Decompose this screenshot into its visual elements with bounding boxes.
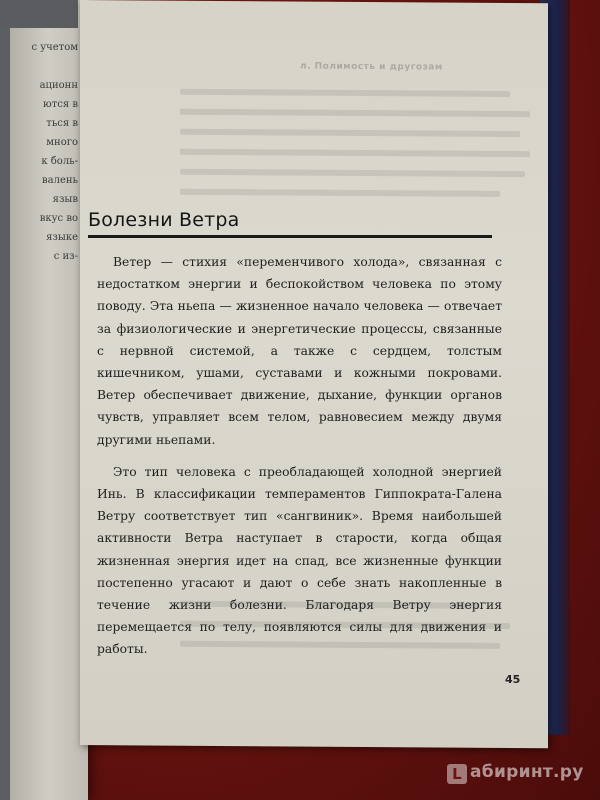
bleed-through-line bbox=[180, 189, 500, 197]
previous-page-line: к боль- bbox=[41, 156, 78, 167]
previous-page-line: языв bbox=[52, 194, 78, 205]
previous-page-line: языке bbox=[46, 232, 78, 243]
paragraph: Это тип человека с преобладающей холодной энергией Инь. В классификации темпераментов Гиппократа-Галена Ветру соответствует тип «сангвиник». Время наибольшей активности Ветра наступает в старости, когда общая жизненная энергия идет на спад, все жизненные функции постепенно угасают и дают о себе знать накопленные в течение жизни болезни. Благодаря Ветру энергия перемещается по телу, появляются силы для движения и работы. bbox=[97, 464, 502, 657]
bleed-through-line bbox=[180, 149, 530, 157]
previous-page-line: вкус во bbox=[39, 213, 78, 224]
previous-page-text bbox=[8, 38, 78, 266]
bleed-through-line bbox=[180, 89, 510, 97]
previous-page-line: ационн bbox=[39, 80, 78, 91]
paragraph: Ветер — стихия «переменчивого холода», связанная с недостатком энергии и беспокойством человека по этому поводу. Эта ньепа — жизненное начало человека — отвечает за физиологические и энергетические процессы, связанные с нервной системой, а также с сердцем, толстым кишечником, ушами, суставами и кожными покровами. Ветер обеспечивает движение, дыхание, функции органов чувств, управляет всем телом, равновесием между двумя другими ньепами. bbox=[97, 255, 502, 447]
previous-page bbox=[0, 0, 88, 800]
previous-page-line: много bbox=[46, 137, 78, 148]
bleed-through-line bbox=[180, 169, 525, 177]
previous-page-line: валень bbox=[42, 175, 78, 186]
bleed-through-header: л. Полимость и другозам bbox=[300, 61, 443, 73]
previous-page-header-bar bbox=[0, 0, 78, 28]
previous-page-line: ются в bbox=[43, 99, 78, 110]
section-heading: Болезни Ветра bbox=[88, 209, 492, 238]
labirint-watermark bbox=[447, 762, 584, 784]
previous-page-line bbox=[8, 57, 78, 76]
section-body bbox=[97, 251, 502, 671]
labirint-logo-icon: L bbox=[447, 764, 467, 784]
bleed-through-line bbox=[180, 129, 520, 137]
previous-page-line: с учетом bbox=[31, 42, 78, 53]
bleed-through-line bbox=[180, 109, 530, 117]
previous-page-line: ться в bbox=[46, 118, 78, 129]
watermark-text: абиринт.ру bbox=[470, 762, 584, 782]
page-number: 45 bbox=[505, 673, 521, 686]
previous-page-line: с из- bbox=[53, 251, 78, 262]
